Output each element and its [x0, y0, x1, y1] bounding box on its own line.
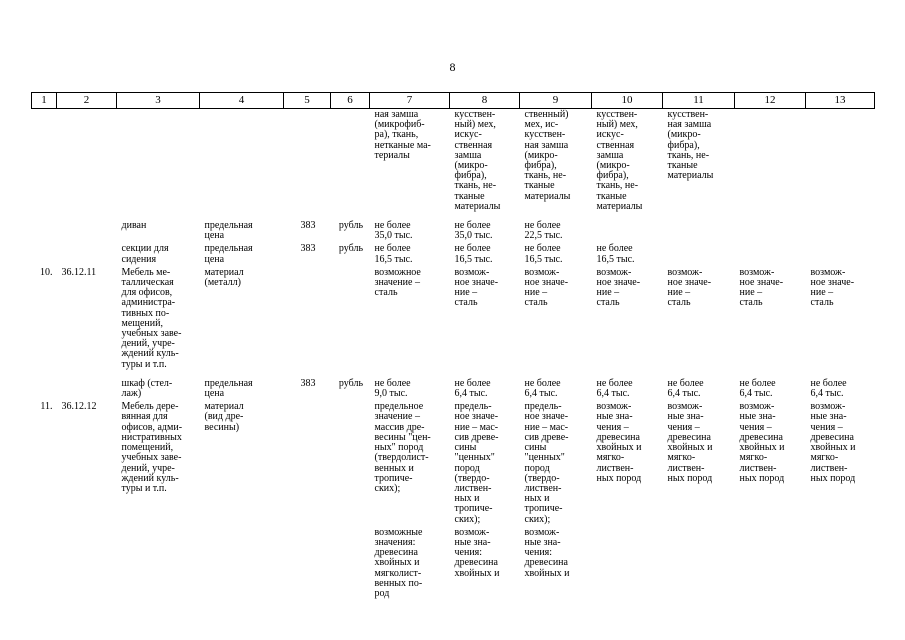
table-cell: секции для сидения	[121, 243, 169, 265]
table-cell: не более 16,5 тыс.	[454, 243, 493, 265]
table-cell: предельная цена	[204, 243, 253, 265]
column-header: 2	[57, 93, 117, 109]
table-cell: рубль	[338, 377, 364, 389]
table-cell: возмож- ное значе- ние – сталь	[739, 266, 784, 309]
table-cell	[200, 527, 284, 601]
table-cell: возмож- ное значе- ние – сталь	[667, 266, 712, 309]
table-cell: не более 9,0 тыс.	[374, 377, 411, 400]
table-row	[32, 267, 875, 372]
table-cell	[663, 243, 735, 266]
table-cell: возмож- ное значе- ние – сталь	[454, 266, 499, 309]
table-cell: Мебель дере- вянная для офисов, адми- нистративных помещений, учебных заве- дений, учре- ждений куль- туры и т.п.	[121, 401, 183, 494]
table-cell: не более 22,5 тыс.	[524, 220, 563, 242]
table-cell	[57, 220, 117, 243]
table-cell	[32, 378, 57, 401]
column-header: 7	[370, 93, 450, 109]
table-cell	[32, 243, 57, 266]
table-cell: рубль	[338, 243, 364, 255]
table-cell	[284, 267, 331, 372]
table-cell	[331, 109, 370, 215]
table-cell: материал (металл)	[204, 266, 244, 289]
table-cell	[735, 527, 806, 601]
table-cell: возможное значение – сталь	[374, 266, 421, 299]
table-cell: не более 16,5 тыс.	[374, 243, 413, 265]
table-cell: возможные значения: древесина хвойных и мягколист- венных по- род	[374, 526, 423, 599]
table-cell: шкаф (стел- лаж)	[121, 377, 173, 400]
table-cell	[735, 220, 806, 243]
table-cell: не более 6,4 тыс.	[454, 377, 491, 400]
table-cell	[806, 109, 875, 215]
column-header: 11	[663, 93, 735, 109]
table-cell	[57, 378, 117, 401]
table-cell: предель- ное значе- ние – мас- сив древе- сины "ценных" пород (твердо- листвен- ных и тропиче- ских);	[524, 401, 569, 525]
table-row	[32, 220, 875, 243]
table-cell: возмож- ные зна- чения – древесина хвойных и мягко- листвен- ных пород	[596, 401, 642, 484]
table-cell: кусствен- ный) мех, искус- ственная замша (микро- фибра), ткань, не- тканые материалы	[454, 109, 501, 212]
table-cell	[284, 401, 331, 526]
table-cell: ственный) мех, ис- кусствен- ная замша (микро- фибра), ткань, не- тканые материалы	[524, 109, 571, 202]
table-cell	[284, 527, 331, 601]
table-cell	[806, 243, 875, 266]
column-header: 12	[735, 93, 806, 109]
table-cell: 36.12.12	[61, 401, 97, 413]
table-cell	[32, 527, 57, 601]
page-number: 8	[449, 60, 456, 74]
table-cell: возмож- ные зна- чения – древесина хвойных и мягко- листвен- ных пород	[739, 401, 785, 484]
table-cell	[806, 220, 875, 243]
table-cell: 383	[300, 243, 316, 255]
table-row	[32, 378, 875, 401]
table-cell: не более 16,5 тыс.	[524, 243, 563, 265]
table-cell: предельная цена	[204, 220, 253, 242]
table-cell	[57, 243, 117, 266]
table-cell	[592, 220, 663, 243]
table-cell: не более 35,0 тыс.	[454, 220, 493, 242]
table-cell: возмож- ное значе- ние – сталь	[596, 266, 641, 309]
table-cell: не более 6,4 тыс.	[667, 377, 704, 400]
table-cell: возмож- ное значе- ние – сталь	[810, 266, 855, 309]
column-header: 13	[806, 93, 875, 109]
table-cell: не более 6,4 тыс.	[596, 377, 633, 400]
table-cell	[331, 401, 370, 526]
table-cell	[331, 267, 370, 372]
table-cell: материал (вид дре- весины)	[204, 401, 244, 433]
column-header: 1	[32, 93, 57, 109]
table-cell	[331, 527, 370, 601]
table-cell: предельное значение – массив дре- весины "цен- ных" пород (твердолист- венных и тропиче- ских);	[374, 401, 431, 494]
table-cell: возмож- ное значе- ние – сталь	[524, 266, 569, 309]
table-cell: ная замша (микрофиб- ра), ткань, нетканые ма- териалы	[374, 109, 431, 161]
table-cell	[663, 527, 735, 601]
table-cell: не более 6,4 тыс.	[810, 377, 847, 400]
table-cell: 383	[300, 377, 316, 389]
table-cell	[200, 109, 284, 215]
table-cell	[32, 109, 57, 215]
table-cell: предельная цена	[204, 377, 253, 400]
table-cell: 11.	[40, 401, 53, 413]
table-cell	[57, 109, 117, 215]
table-cell: 10.	[40, 266, 53, 278]
table-cell: 36.12.11	[61, 266, 97, 278]
table-cell	[284, 109, 331, 215]
table-cell: рубль	[338, 220, 364, 232]
table-cell	[117, 527, 200, 601]
table-cell: Мебель ме- таллическая для офисов, администра- тивных по- мещений, учебных заве- дений, учре- ждений куль- туры и т.п.	[121, 266, 182, 370]
table-cell	[32, 220, 57, 243]
table-cell	[663, 220, 735, 243]
column-header: 8	[450, 93, 520, 109]
table-cell: диван	[121, 220, 147, 232]
table-cell: возмож- ные зна- чения – древесина хвойных и мягко- листвен- ных пород	[667, 401, 713, 484]
table-row	[32, 527, 875, 601]
table-cell	[592, 527, 663, 601]
table-cell: возмож- ные зна- чения: древесина хвойных и	[524, 526, 570, 579]
column-header: 9	[520, 93, 592, 109]
column-header: 5	[284, 93, 331, 109]
table-cell: не более 35,0 тыс.	[374, 220, 413, 242]
table-row	[32, 401, 875, 526]
table-cell: кусствен- ная замша (микро- фибра), ткань, не- тканые материалы	[667, 109, 714, 182]
requirements-table	[31, 92, 875, 601]
table-row	[32, 243, 875, 266]
table-cell	[735, 109, 806, 215]
table-cell	[806, 527, 875, 601]
table-cell: 383	[300, 220, 316, 232]
column-header: 4	[200, 93, 284, 109]
table-cell: не более 6,4 тыс.	[524, 377, 561, 400]
table-cell: возмож- ные зна- чения: древесина хвойных и	[454, 526, 500, 579]
table-cell: не более 16,5 тыс.	[596, 243, 635, 265]
column-header: 6	[331, 93, 370, 109]
table-cell: не более 6,4 тыс.	[739, 377, 776, 400]
table-cell: кусствен- ный) мех, искус- ственная замша (микро- фибра), ткань, не- тканые материалы	[596, 109, 643, 212]
column-header: 3	[117, 93, 200, 109]
column-header: 10	[592, 93, 663, 109]
table-cell	[117, 109, 200, 215]
table-header-row	[32, 93, 875, 109]
table-cell	[57, 527, 117, 601]
table-cell: предель- ное значе- ние – мас- сив древе- сины "ценных" пород (твердо- листвен- ных и тропиче- ских);	[454, 401, 499, 525]
table-cell: возмож- ные зна- чения – древесина хвойных и мягко- листвен- ных пород	[810, 401, 856, 484]
table-cell	[735, 243, 806, 266]
table-row	[32, 109, 875, 215]
